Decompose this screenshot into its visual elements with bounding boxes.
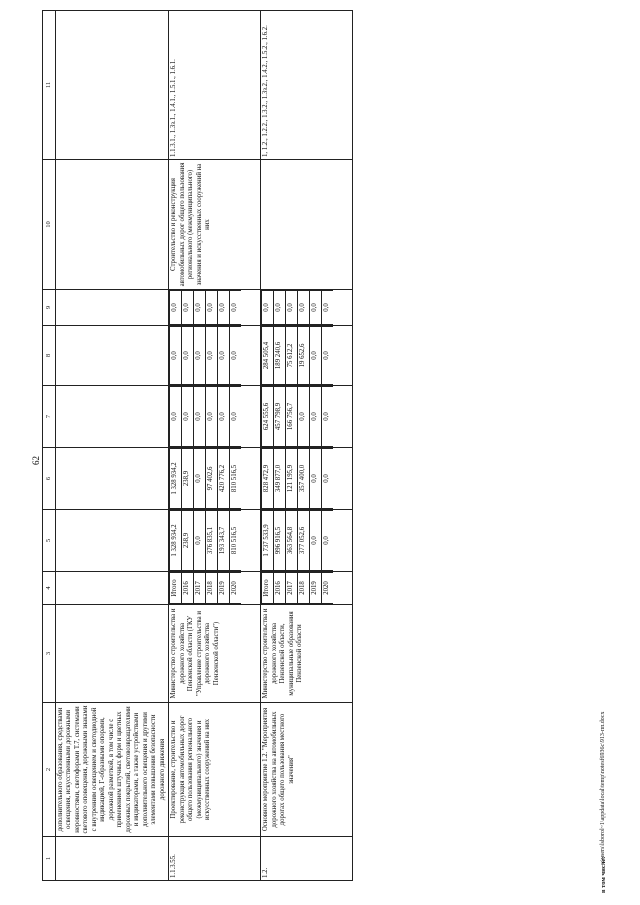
year-cell: 2020 (322, 573, 334, 604)
list-item (322, 449, 334, 509)
list-item (230, 511, 242, 571)
list-item (322, 573, 334, 604)
table-row-1-2 (261, 11, 353, 881)
cell-years (169, 572, 261, 605)
amount-cell: 624 555,6 (262, 387, 274, 447)
cell-col6 (261, 448, 353, 510)
list-item (194, 573, 206, 604)
year-cell: 2018 (298, 573, 310, 604)
cell-col7 (261, 386, 353, 448)
cell-num (56, 837, 169, 881)
year-cell: 2020 (230, 573, 242, 604)
list-item (218, 573, 230, 604)
list-item (182, 573, 194, 604)
amount-cell: 97 402,6 (206, 449, 218, 509)
list-item (274, 511, 286, 571)
list-item (218, 449, 230, 509)
amount-cell: 0,0 (182, 291, 194, 325)
list-item (182, 511, 194, 571)
cell-col7 (169, 386, 261, 448)
cell-col8 (169, 326, 261, 386)
amount-cell: 0,0 (206, 327, 218, 385)
cell-responsible: Министерство строительства и дорожного хозяйства Пензенской области, муниципальные образования Пензенской области (261, 605, 353, 703)
amount-cell: 0,0 (218, 291, 230, 325)
amount-cell: 0,0 (274, 291, 286, 325)
year-cell: 2019 (310, 573, 322, 604)
amount-cell: 0,0 (194, 449, 206, 509)
amount-cell: 0,0 (322, 327, 334, 385)
year-cell: 2016 (182, 573, 194, 604)
list-item (230, 291, 242, 325)
amount-cell: 0,0 (262, 291, 274, 325)
list-item (310, 573, 322, 604)
header-cell: 2 (43, 703, 56, 837)
year-cell: 2017 (194, 573, 206, 604)
list-item (298, 291, 310, 325)
list-item (262, 327, 274, 385)
list-item (286, 327, 298, 385)
amount-cell: 0,0 (194, 291, 206, 325)
amount-cell: 1 737 533,9 (262, 511, 274, 571)
amount-cell: 0,0 (170, 291, 182, 325)
header-cell: 5 (43, 510, 56, 572)
header-cell: 10 (43, 160, 56, 290)
amount-cell: 810 516,5 (230, 511, 242, 571)
amount-cell: 19 652,6 (298, 327, 310, 385)
header-cell: 9 (43, 290, 56, 326)
amount-cell: 0,0 (206, 291, 218, 325)
list-item (298, 449, 310, 509)
amount-cell: 0,0 (322, 449, 334, 509)
header-cell: 6 (43, 448, 56, 510)
list-item (218, 291, 230, 325)
list-item (274, 573, 286, 604)
amount-cell: 1 328 934,2 (170, 449, 182, 509)
amount-cell: 0,0 (298, 291, 310, 325)
list-item (286, 573, 298, 604)
list-item (286, 387, 298, 447)
list-item (170, 511, 182, 571)
list-item (322, 291, 334, 325)
list-item (298, 573, 310, 604)
list-item (230, 327, 242, 385)
list-item (274, 387, 286, 447)
list-item (182, 449, 194, 509)
list-item (170, 327, 182, 385)
list-item (194, 387, 206, 447)
header-cell: 1 (43, 837, 56, 881)
amount-cell: 166 756,7 (286, 387, 298, 447)
amount-cell: 0,0 (170, 387, 182, 447)
amount-cell: 457 798,9 (274, 387, 286, 447)
amount-cell: 0,0 (322, 511, 334, 571)
amount-cell: 0,0 (218, 387, 230, 447)
list-item (310, 291, 322, 325)
list-item (218, 327, 230, 385)
amount-cell: 75 612,2 (286, 327, 298, 385)
header-cell: 7 (43, 386, 56, 448)
amount-cell: 377 052,6 (298, 511, 310, 571)
cell-name: Основное мероприятие 1.2. "Мероприятия дорожного хозяйства на автомобильных дорогах общего пользования местного значения" (261, 703, 353, 837)
list-item (182, 387, 194, 447)
list-item (322, 327, 334, 385)
list-item (298, 511, 310, 571)
cell-col9 (261, 290, 353, 326)
list-item (182, 291, 194, 325)
list-item (206, 511, 218, 571)
footer-path: c:\users\lsborol~1\appdata\local\temp\notesf6936c\913-пп.docx (600, 711, 606, 865)
list-item (310, 449, 322, 509)
list-item (310, 511, 322, 571)
amount-cell: 0,0 (194, 387, 206, 447)
year-cell: 2018 (206, 573, 218, 604)
page-number: 62 (31, 456, 41, 465)
list-item (206, 449, 218, 509)
amount-cell: 0,0 (322, 291, 334, 325)
list-item (262, 449, 274, 509)
list-item (206, 387, 218, 447)
list-item (230, 387, 242, 447)
cell-indicators: 1, 1.2., 1.2.2., 1.3.2., 1.3з.2., 1.4.2., 1.5.2., 1.6.2. (261, 11, 353, 160)
list-item (286, 449, 298, 509)
list-item (218, 511, 230, 571)
header-cell: 8 (43, 326, 56, 386)
amount-cell: 357 400,0 (298, 449, 310, 509)
program-table (42, 10, 353, 881)
list-item (322, 387, 334, 447)
amount-cell: 828 472,9 (262, 449, 274, 509)
list-item (170, 449, 182, 509)
list-item (298, 327, 310, 385)
cell-years (261, 572, 353, 605)
amount-cell: 193 343,7 (218, 511, 230, 571)
list-item (206, 573, 218, 604)
amount-cell: 0,0 (170, 327, 182, 385)
list-item (170, 387, 182, 447)
cell-result (261, 160, 353, 290)
list-item (274, 449, 286, 509)
amount-cell: 0,0 (310, 291, 322, 325)
header-cell: 4 (43, 572, 56, 605)
amount-cell: 284 505,4 (262, 327, 274, 385)
list-item (230, 449, 242, 509)
list-item (170, 291, 182, 325)
list-item (230, 573, 242, 604)
cell-col5 (261, 510, 353, 572)
amount-cell: 189 240,6 (274, 327, 286, 385)
list-item (262, 387, 274, 447)
amount-cell: 420 776,2 (218, 449, 230, 509)
list-item (262, 511, 274, 571)
amount-cell: 0,0 (194, 511, 206, 571)
amount-cell: 363 564,8 (286, 511, 298, 571)
amount-cell: 376 835,1 (206, 511, 218, 571)
cell-num: 1.2. (261, 837, 353, 881)
cell-result: Строительство и реконструкция автомобильных дорог общего пользования регионального (межмуниципального) значения и искусственных сооружений на них (169, 160, 261, 290)
amount-cell: 0,0 (286, 291, 298, 325)
amount-cell: 0,0 (310, 327, 322, 385)
list-item (286, 511, 298, 571)
cell-responsible: Министерство строительства и дорожного хозяйства Пензенской области (ГКУ "Управление строительства и дорожного хозяйства Пензенской области") (169, 605, 261, 703)
list-item (182, 327, 194, 385)
amount-cell: 0,0 (218, 327, 230, 385)
amount-cell: 121 195,9 (286, 449, 298, 509)
year-cell: 2016 (274, 573, 286, 604)
list-item (262, 573, 274, 604)
list-item (286, 291, 298, 325)
cell-col5 (169, 510, 261, 572)
year-cell: Итого (262, 573, 274, 604)
list-item (322, 511, 334, 571)
list-item (274, 291, 286, 325)
cell-col9 (169, 290, 261, 326)
list-item (262, 291, 274, 325)
amount-cell: 0,0 (310, 449, 322, 509)
list-item (206, 291, 218, 325)
cell-col6 (169, 448, 261, 510)
amount-cell: 0,0 (230, 291, 242, 325)
cell-num: 1.1.3.55. (169, 837, 261, 881)
in-total-label: в том числе: (600, 856, 607, 893)
amount-cell: 0,0 (194, 327, 206, 385)
cell-col8 (261, 326, 353, 386)
amount-cell: 0,0 (322, 387, 334, 447)
amount-cell: 238,9 (182, 449, 194, 509)
years-list (169, 572, 241, 604)
amount-cell: 996 916,5 (274, 511, 286, 571)
amount-cell: 0,0 (182, 387, 194, 447)
amount-cell: 0,0 (230, 387, 242, 447)
amount-cell: 1 328 934,2 (170, 511, 182, 571)
amount-cell: 0,0 (230, 327, 242, 385)
amount-cell: 0,0 (298, 387, 310, 447)
list-item (194, 511, 206, 571)
list-item (170, 573, 182, 604)
table-row-1-1-3-55 (169, 11, 261, 881)
year-cell: 2017 (286, 573, 298, 604)
list-item (194, 327, 206, 385)
header-cell: 3 (43, 605, 56, 703)
header-cell: 11 (43, 11, 56, 160)
list-item (194, 291, 206, 325)
amount-cell: 0,0 (206, 387, 218, 447)
list-item (206, 327, 218, 385)
year-cell: 2019 (218, 573, 230, 604)
cell-name: Проектирование, строительство и реконструкция автомобильных дорог общего пользования регионального (межмуниципального) значения и искусственных сооружений на них (169, 703, 261, 837)
amount-cell: 349 877,0 (274, 449, 286, 509)
amount-cell: 0,0 (310, 511, 322, 571)
list-item (274, 327, 286, 385)
list-item (310, 327, 322, 385)
list-item (218, 387, 230, 447)
cell-name-continuation: дополнительного образования, средствами освещения, искусственными дорожными неровностями, светофорами Т.7, системами светового оповещения, дорожными знаками с внутренним освещением и светодиодной индикацией, Г-образными опорами, дорожной разметкой, в том числе с применением штучных форм и цветных дорожных покрытий, световозвращателями и индикаторами, а также устройствами дополнительного освещения и другими элементами повышения безопасности дорожного движения (56, 703, 169, 837)
header-row (43, 11, 56, 881)
table-row-continuation (56, 11, 169, 881)
amount-cell: 0,0 (310, 387, 322, 447)
list-item (298, 387, 310, 447)
cell-indicators: 1.1.3.1., 1.3з.1., 1.4.1., 1.5.1., 1.6.1. (169, 11, 261, 160)
year-cell: Итого (170, 573, 182, 604)
amount-cell: 0,0 (182, 327, 194, 385)
list-item (310, 387, 322, 447)
list-item (194, 449, 206, 509)
amount-cell: 810 516,5 (230, 449, 242, 509)
amount-cell: 238,9 (182, 511, 194, 571)
